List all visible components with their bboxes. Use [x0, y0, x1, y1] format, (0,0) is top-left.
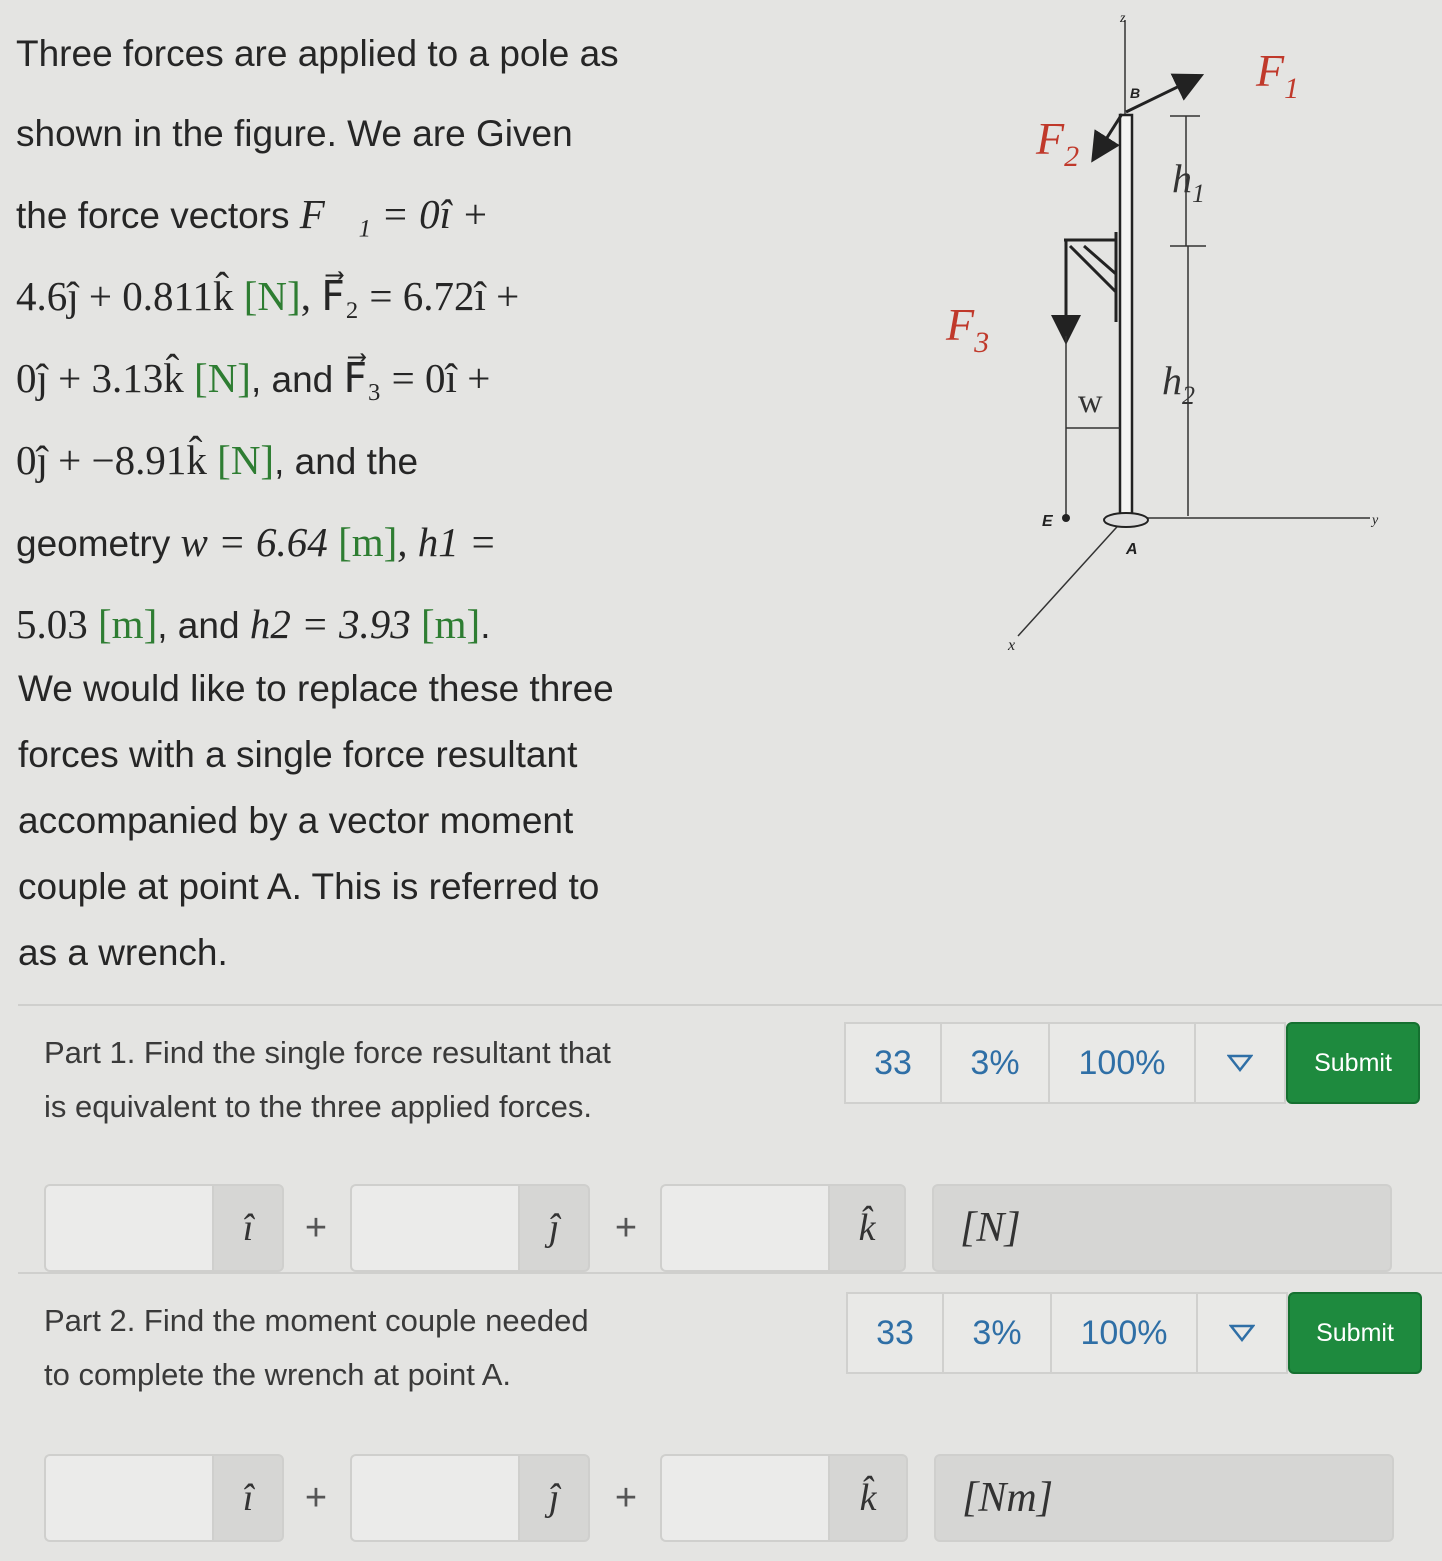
label-x: x: [1008, 637, 1016, 654]
pole-figure: [900, 0, 1440, 700]
plus-sign: +: [304, 1476, 328, 1519]
paragraph-line: forces with a single force resultant: [18, 734, 578, 775]
label-f2: $F_2$: [1036, 113, 1080, 173]
j-hat-label: ĵ: [518, 1184, 590, 1272]
geometry-h1: , h1 =: [397, 519, 497, 565]
label-h1: $h_1$: [1172, 156, 1205, 208]
part2-answer-row: [44, 1454, 1396, 1544]
label-f3: $F_3$: [946, 299, 990, 359]
j-hat-label: ĵ: [518, 1454, 590, 1542]
problem-text: geometry: [16, 523, 171, 564]
attempts-remaining: 33: [848, 1294, 944, 1372]
geometry-h2: h2 = 3.93: [249, 601, 411, 647]
label-h2: $h_2$: [1162, 358, 1195, 410]
problem-text: , and: [250, 359, 334, 400]
part1-j-input[interactable]: [350, 1184, 518, 1272]
paragraph-line: as a wrench.: [18, 932, 228, 973]
part1-answer-row: [44, 1184, 1396, 1274]
unit-meter: [m]: [98, 601, 158, 647]
plus-sign: +: [614, 1476, 638, 1519]
label-w: w: [1078, 383, 1103, 420]
pole-base: [1104, 513, 1148, 527]
paragraph-line: accompanied by a vector moment: [18, 800, 574, 841]
question-line: is equivalent to the three applied forces.: [44, 1089, 593, 1124]
bracket: [1064, 232, 1116, 322]
attempts-remaining: 33: [846, 1024, 942, 1102]
problem-statement: [16, 14, 716, 666]
i-hat-label: î: [212, 1184, 284, 1272]
problem-line-3: [16, 174, 716, 256]
unit-newton: [N]: [194, 355, 251, 401]
part2-i-input[interactable]: [44, 1454, 212, 1542]
divider: [18, 1004, 1442, 1006]
part1-question: [44, 1026, 724, 1134]
problem-line-4: [16, 256, 716, 338]
paragraph-line: We would like to replace these three: [18, 668, 614, 709]
problem-text: , and the: [274, 441, 419, 482]
label-y: y: [1372, 513, 1379, 528]
problem-text: , and: [157, 605, 240, 646]
unit-newton: [N]: [243, 273, 301, 319]
triangle-down-icon: [1227, 1053, 1253, 1073]
problem-line-2: shown in the figure. We are Given: [16, 113, 573, 154]
unit-newton: [N]: [217, 437, 275, 483]
score-percent: 100%: [1052, 1294, 1198, 1372]
part1-k-input[interactable]: [660, 1184, 828, 1272]
part1-attempt-info: [844, 1022, 1286, 1104]
part2-question: [44, 1294, 724, 1402]
label-z: z: [1120, 11, 1126, 26]
point-e: [1062, 514, 1070, 522]
label-f1: $F_1$: [1256, 45, 1300, 105]
unit-meter: [m]: [338, 519, 398, 565]
geometry-h1-value: 5.03: [16, 601, 88, 647]
force-f1-components: 4.6ĵ + 0.811k̂: [16, 273, 234, 319]
force-f2-components: 0ĵ + 3.13k̂: [16, 355, 184, 401]
paragraph-line: couple at point A. This is referred to: [18, 866, 600, 907]
f2-arrow: [1096, 114, 1122, 155]
label-a: A: [1126, 541, 1138, 558]
penalty-percent: 3%: [944, 1294, 1052, 1372]
problem-line-8: [16, 584, 716, 666]
plus-sign: +: [614, 1206, 638, 1249]
k-hat-label: k̂: [828, 1454, 908, 1542]
part1-i-input[interactable]: [44, 1184, 212, 1272]
problem-line-7: [16, 502, 716, 584]
question-line: to complete the wrench at point A.: [44, 1357, 511, 1392]
problem-text: .: [480, 605, 491, 646]
part2-j-input[interactable]: [350, 1454, 518, 1542]
geometry-w: w = 6.64: [180, 519, 328, 565]
wrench-description: [18, 656, 718, 986]
x-axis: [1018, 518, 1125, 636]
label-e: E: [1042, 513, 1053, 530]
question-line: Part 2. Find the moment couple needed: [44, 1303, 589, 1338]
force-f3-expression: F⃗₃ = 0î +: [343, 355, 491, 401]
score-percent: 100%: [1050, 1024, 1196, 1102]
penalty-percent: 3%: [942, 1024, 1050, 1102]
i-hat-label: î: [212, 1454, 284, 1542]
part2-unit-label: [Nm]: [934, 1454, 1394, 1542]
part2-submit-button[interactable]: Submit: [1288, 1292, 1422, 1374]
plus-sign: +: [304, 1206, 328, 1249]
part2-k-input[interactable]: [660, 1454, 828, 1542]
dropdown-toggle[interactable]: [1196, 1024, 1284, 1102]
force-f1-expression: F⃗₁ = 0î +: [299, 191, 489, 237]
force-f2-expression: , F⃗₂ = 6.72î +: [300, 273, 520, 319]
divider: [18, 1272, 1442, 1274]
problem-line-5: [16, 338, 716, 420]
part1-submit-button[interactable]: Submit: [1286, 1022, 1420, 1104]
part2-attempt-info: [846, 1292, 1288, 1374]
part1-unit-label: [N]: [932, 1184, 1392, 1272]
problem-line-1: Three forces are applied to a pole as: [16, 33, 619, 74]
label-b: B: [1130, 85, 1141, 101]
problem-text: the force vectors: [16, 195, 290, 236]
force-f3-components: 0ĵ + −8.91k̂: [16, 437, 207, 483]
triangle-down-icon: [1229, 1323, 1255, 1343]
pole: [1120, 115, 1132, 517]
k-hat-label: k̂: [828, 1184, 906, 1272]
question-line: Part 1. Find the single force resultant that: [44, 1035, 611, 1070]
dropdown-toggle[interactable]: [1198, 1294, 1286, 1372]
unit-meter: [m]: [421, 601, 481, 647]
problem-line-6: [16, 420, 716, 502]
